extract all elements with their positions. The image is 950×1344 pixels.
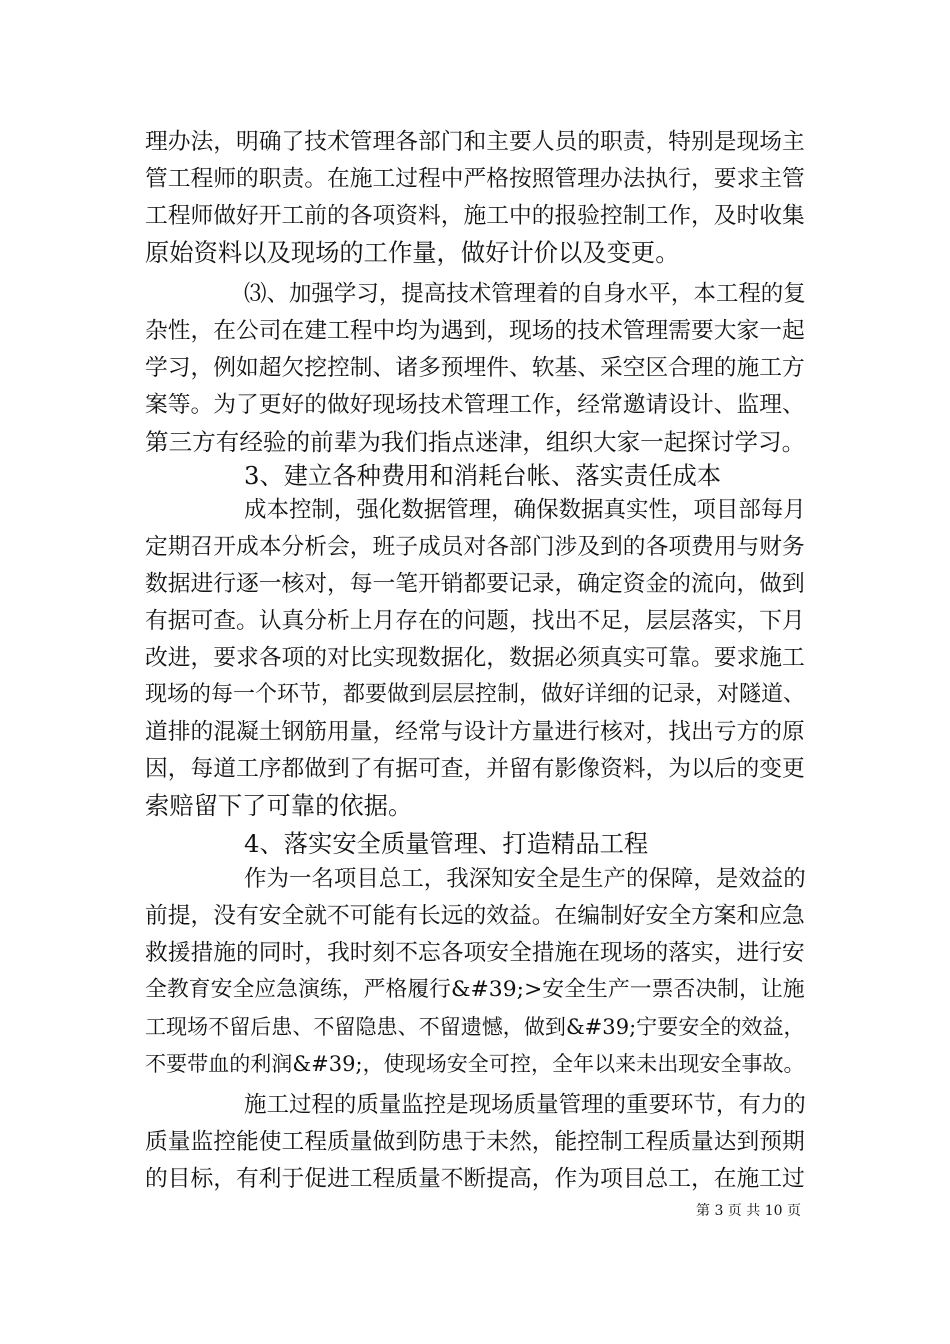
text-line: 案等。为了更好的做好现场技术管理工作，经常邀请设计、监理、 xyxy=(145,392,805,418)
text-line: 救援措施的同时，我时刻不忘各项安全措施在现场的落实，进行安 xyxy=(145,940,805,966)
text-line: 原始资料以及现场的工作量，做好计价以及变更。 xyxy=(145,238,680,267)
text-line: 作为一名项目总工，我深知安全是生产的保障，是效益的 xyxy=(244,866,806,892)
text-line: 杂性，在公司在建工程中均为遇到，现场的技术管理需要大家一起 xyxy=(145,318,805,344)
text-line: 施工过程的质量监控是现场质量管理的重要环节，有力的 xyxy=(244,1092,806,1118)
text-line: 索赔留下了可靠的依据。 xyxy=(145,791,413,820)
text-line: 工程师做好开工前的各项资料，施工中的报验控制工作，及时收集 xyxy=(145,203,805,229)
text-line: 管工程师的职责。在施工过程中严格按照管理办法执行，要求主管 xyxy=(145,166,805,192)
text-line: 理办法，明确了技术管理各部门和主要人员的职责，特别是现场主 xyxy=(145,129,805,155)
text-line: 前提，没有安全就不可能有长远的效益。在编制好安全方案和应急 xyxy=(145,903,805,929)
section-heading: 3、建立各种费用和消耗台帐、落实责任成本 xyxy=(244,461,722,490)
text-line: 道排的混凝土钢筋用量，经常与设计方量进行核对，找出亏方的原 xyxy=(145,719,805,745)
text-line: 学习，例如超欠挖控制、诸多预埋件、软基、采空区合理的施工方 xyxy=(145,355,805,381)
section-heading: 4、落实安全质量管理、打造精品工程 xyxy=(244,829,649,858)
text-line: 因，每道工序都做到了有据可查，并留有影像资料，为以后的变更 xyxy=(145,756,805,782)
text-line: 工现场不留后患、不留隐患、不留遗憾，做到&#39;宁要安全的效益， xyxy=(145,1014,805,1039)
text-line: 的目标，有利于促进工程质量不断提高，作为项目总工，在施工过 xyxy=(145,1166,805,1192)
text-line: 不要带血的利润&#39;，使现场安全可控，全年以来未出现安全事故。 xyxy=(145,1051,805,1076)
text-line: 现场的每一个环节，都要做到层层控制，做好详细的记录，对隧道、 xyxy=(145,682,806,707)
text-line: 全教育安全应急演练，严格履行&#39;>安全生产一票否决制，让施 xyxy=(145,977,805,1002)
text-line: ⑶、加强学习，提高技术管理着的自身水平，本工程的复 xyxy=(244,281,806,307)
page-number: 第 3 页 共 10 页 xyxy=(696,1203,801,1219)
text-line: 改进，要求各项的对比实现数据化，数据必须真实可靠。要求施工 xyxy=(145,645,805,671)
text-line: 质量监控能使工程质量做到防患于未然，能控制工程质量达到预期 xyxy=(145,1129,805,1155)
text-line: 有据可查。认真分析上月存在的问题，找出不足，层层落实，下月 xyxy=(145,608,805,634)
text-line: 数据进行逐一核对，每一笔开销都要记录，确定资金的流向，做到 xyxy=(145,571,805,597)
text-line: 定期召开成本分析会，班子成员对各部门涉及到的各项费用与财务 xyxy=(145,534,805,560)
text-line: 成本控制，强化数据管理，确保数据真实性，项目部每月 xyxy=(244,497,806,523)
text-line: 第三方有经验的前辈为我们指点迷津，组织大家一起探讨学习。 xyxy=(145,428,806,456)
